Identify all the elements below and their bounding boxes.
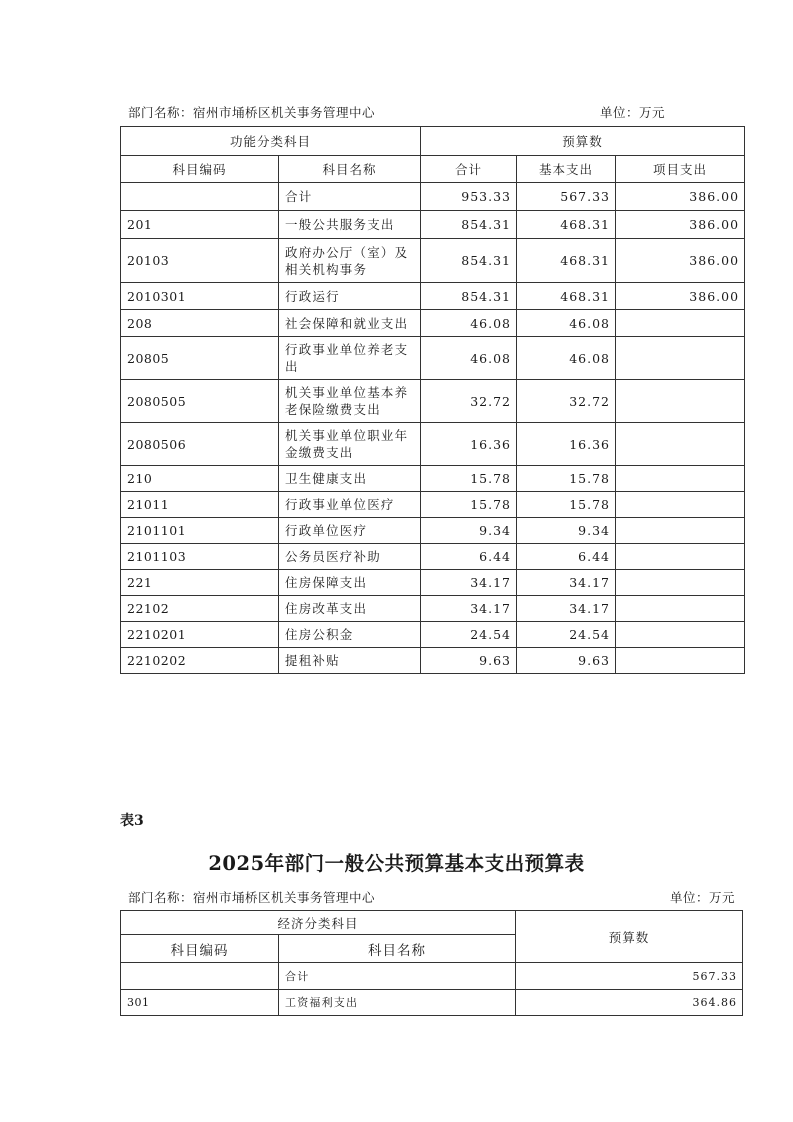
basic-value: 9.34	[517, 518, 616, 544]
basic-value: 34.17	[517, 570, 616, 596]
table-row	[121, 544, 745, 570]
subject-code: 2210202	[121, 648, 279, 674]
subject-name: 机关事业单位职业年金缴费支出	[279, 423, 421, 466]
total-value: 854.31	[421, 211, 517, 239]
subject-name: 合计	[279, 963, 516, 990]
total-value: 46.08	[421, 310, 517, 337]
table-number-label: 表3	[120, 813, 144, 829]
table-row	[121, 518, 745, 544]
total-value: 15.78	[421, 492, 517, 518]
subject-name: 工资福利支出	[279, 990, 516, 1016]
subject-code: 2080505	[121, 380, 279, 423]
subject-name: 社会保障和就业支出	[279, 310, 421, 337]
subject-code: 208	[121, 310, 279, 337]
unit-label: 单位：万元	[600, 105, 666, 120]
subject-name: 机关事业单位基本养老保险缴费支出	[279, 380, 421, 423]
basic-value: 6.44	[517, 544, 616, 570]
project-value: 386.00	[616, 283, 745, 310]
project-header: 项目支出	[616, 156, 745, 183]
subject-code: 20805	[121, 337, 279, 380]
page-title: 2025年部门一般公共预算基本支出预算表	[208, 852, 585, 875]
project-value	[616, 544, 745, 570]
table-row	[121, 211, 745, 239]
subject-code: 301	[121, 990, 279, 1016]
project-value: 386.00	[616, 211, 745, 239]
subject-code	[121, 963, 279, 990]
table-row	[121, 990, 743, 1016]
budget-amount-header: 预算数	[421, 127, 745, 156]
basic-value: 46.08	[517, 310, 616, 337]
subject-name: 住房改革支出	[279, 596, 421, 622]
total-value: 34.17	[421, 570, 517, 596]
project-value	[616, 492, 745, 518]
basic-value: 46.08	[517, 337, 616, 380]
budget-value: 364.86	[516, 990, 743, 1016]
project-value	[616, 648, 745, 674]
total-value: 9.63	[421, 648, 517, 674]
subject-name: 政府办公厅（室）及相关机构事务	[279, 239, 421, 283]
total-value: 15.78	[421, 466, 517, 492]
code-header: 科目编码	[121, 156, 279, 183]
total-value: 16.36	[421, 423, 517, 466]
project-value	[616, 466, 745, 492]
table-row	[121, 622, 745, 648]
basic-value: 468.31	[517, 239, 616, 283]
project-value	[616, 380, 745, 423]
basic-value: 468.31	[517, 211, 616, 239]
project-value	[616, 518, 745, 544]
total-value: 6.44	[421, 544, 517, 570]
economic-category-header: 经济分类科目	[121, 911, 516, 935]
total-value: 24.54	[421, 622, 517, 648]
subject-name: 行政事业单位医疗	[279, 492, 421, 518]
unit-label: 单位：万元	[670, 890, 736, 905]
budget-amount-header: 预算数	[516, 911, 743, 963]
table-row	[121, 310, 745, 337]
subject-name: 住房公积金	[279, 622, 421, 648]
table-row	[121, 648, 745, 674]
basic-value: 468.31	[517, 283, 616, 310]
basic-header: 基本支出	[517, 156, 616, 183]
basic-value: 24.54	[517, 622, 616, 648]
table-row	[121, 423, 745, 466]
basic-value: 15.78	[517, 492, 616, 518]
table-row	[121, 283, 745, 310]
subject-code: 201	[121, 211, 279, 239]
basic-value: 34.17	[517, 596, 616, 622]
project-value	[616, 622, 745, 648]
table-row	[121, 492, 745, 518]
subject-name: 行政事业单位养老支出	[279, 337, 421, 380]
table-row	[121, 466, 745, 492]
project-value	[616, 423, 745, 466]
project-value	[616, 337, 745, 380]
project-value	[616, 596, 745, 622]
department-name: 部门名称：宿州市埇桥区机关事务管理中心	[128, 105, 376, 120]
basic-value: 15.78	[517, 466, 616, 492]
subject-name: 行政单位医疗	[279, 518, 421, 544]
total-value: 32.72	[421, 380, 517, 423]
function-category-header: 功能分类科目	[121, 127, 421, 156]
table-row	[121, 239, 745, 283]
subject-name: 提租补贴	[279, 648, 421, 674]
project-value	[616, 310, 745, 337]
subject-name: 一般公共服务支出	[279, 211, 421, 239]
basic-value: 16.36	[517, 423, 616, 466]
table-row	[121, 596, 745, 622]
subject-name: 公务员医疗补助	[279, 544, 421, 570]
subject-code: 210	[121, 466, 279, 492]
total-value: 46.08	[421, 337, 517, 380]
table-row	[121, 570, 745, 596]
subject-code: 21011	[121, 492, 279, 518]
total-value: 854.31	[421, 283, 517, 310]
subject-code: 2101103	[121, 544, 279, 570]
project-value: 386.00	[616, 183, 745, 211]
basic-expenditure-table	[120, 910, 743, 1016]
total-header: 合计	[421, 156, 517, 183]
subject-name: 住房保障支出	[279, 570, 421, 596]
name-header: 科目名称	[279, 156, 421, 183]
subject-name: 行政运行	[279, 283, 421, 310]
basic-value: 9.63	[517, 648, 616, 674]
subject-code: 22102	[121, 596, 279, 622]
total-value: 34.17	[421, 596, 517, 622]
department-name: 部门名称：宿州市埇桥区机关事务管理中心	[128, 890, 376, 905]
project-value: 386.00	[616, 239, 745, 283]
total-value: 9.34	[421, 518, 517, 544]
total-value: 953.33	[421, 183, 517, 211]
name-header: 科目名称	[279, 935, 516, 963]
table-row	[121, 183, 745, 211]
subject-name: 合计	[279, 183, 421, 211]
subject-code: 221	[121, 570, 279, 596]
subject-code: 2101101	[121, 518, 279, 544]
table-row	[121, 963, 743, 990]
total-value: 854.31	[421, 239, 517, 283]
subject-code: 2210201	[121, 622, 279, 648]
code-header: 科目编码	[121, 935, 279, 963]
budget-table-by-function	[120, 126, 745, 674]
basic-value: 32.72	[517, 380, 616, 423]
subject-code: 2010301	[121, 283, 279, 310]
budget-value: 567.33	[516, 963, 743, 990]
subject-code: 20103	[121, 239, 279, 283]
basic-value: 567.33	[517, 183, 616, 211]
table-row	[121, 380, 745, 423]
project-value	[616, 570, 745, 596]
table-row	[121, 337, 745, 380]
subject-code: 2080506	[121, 423, 279, 466]
subject-code	[121, 183, 279, 211]
subject-name: 卫生健康支出	[279, 466, 421, 492]
